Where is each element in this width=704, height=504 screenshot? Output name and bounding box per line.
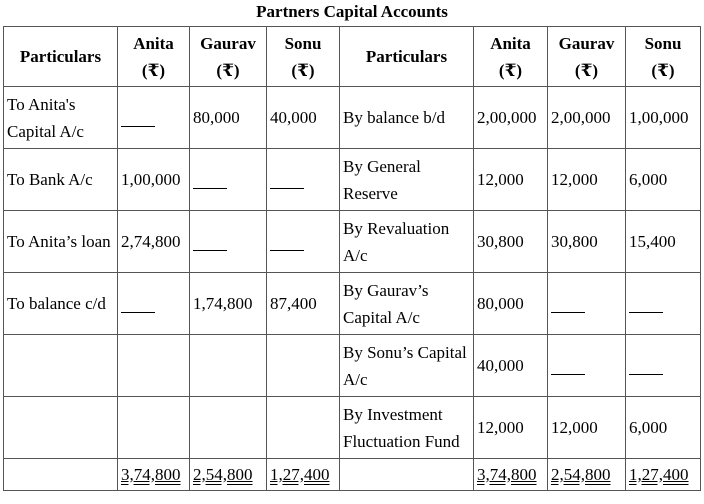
debit-sonu-amount: 87,400 xyxy=(267,273,340,335)
nil-dash xyxy=(629,360,663,375)
credit-anita-amount: 80,000 xyxy=(474,273,548,335)
header-anita-unit: (₹) xyxy=(141,60,166,80)
header-anita-credit xyxy=(474,27,548,87)
header-anita-name: Anita xyxy=(133,33,174,53)
nil-dash xyxy=(193,236,227,251)
debit-particular xyxy=(4,397,118,459)
debit-sonu-amount xyxy=(267,335,340,397)
debit-particular: To balance c/d xyxy=(4,273,118,335)
credit-sonu-total: 1,27,400 xyxy=(626,459,701,491)
credit-sonu-amount: 1,00,000 xyxy=(626,87,701,149)
nil-dash xyxy=(270,174,304,189)
header-gaurav-debit xyxy=(190,27,267,87)
table-row xyxy=(4,149,701,211)
credit-anita-amount: 12,000 xyxy=(474,397,548,459)
debit-gaurav-total: 2,54,800 xyxy=(190,459,267,491)
debit-sonu-nil xyxy=(267,211,340,273)
header-particulars-credit: Particulars xyxy=(340,27,474,87)
header-particulars-debit: Particulars xyxy=(4,27,118,87)
header-gaurav-name: Gaurav xyxy=(558,33,615,53)
debit-anita-nil xyxy=(118,87,190,149)
credit-sonu-nil xyxy=(626,273,701,335)
debit-sonu-total: 1,27,400 xyxy=(267,459,340,491)
debit-gaurav-nil xyxy=(190,211,267,273)
credit-gaurav-nil xyxy=(548,273,626,335)
table-row xyxy=(4,87,701,149)
header-sonu-unit: (₹) xyxy=(291,60,315,80)
debit-anita-nil xyxy=(118,273,190,335)
header-sonu-name: Sonu xyxy=(644,33,682,53)
debit-anita-amount xyxy=(118,335,190,397)
credit-anita-amount: 2,00,000 xyxy=(474,87,548,149)
header-sonu-debit xyxy=(267,27,340,87)
debit-gaurav-amount: 1,74,800 xyxy=(190,273,267,335)
credit-gaurav-amount: 12,000 xyxy=(548,397,626,459)
credit-particular: By General Reserve xyxy=(340,149,474,211)
ledger-body xyxy=(4,87,701,491)
credit-gaurav-amount: 30,800 xyxy=(548,211,626,273)
nil-dash xyxy=(121,112,155,127)
table-row xyxy=(4,273,701,335)
debit-gaurav-amount xyxy=(190,335,267,397)
debit-gaurav-amount: 80,000 xyxy=(190,87,267,149)
header-anita-debit xyxy=(118,27,190,87)
credit-particular: By Investment Fluctuation Fund xyxy=(340,397,474,459)
credit-particular: By Sonu’s Capital A/c xyxy=(340,335,474,397)
header-row xyxy=(4,27,701,87)
totals-row xyxy=(4,459,701,491)
nil-dash xyxy=(551,360,585,375)
credit-particular: By balance b/d xyxy=(340,87,474,149)
header-sonu-credit xyxy=(626,27,701,87)
header-sonu-unit: (₹) xyxy=(651,60,675,80)
debit-sonu-amount xyxy=(267,397,340,459)
capital-accounts-table xyxy=(3,26,701,491)
credit-sonu-amount: 6,000 xyxy=(626,149,701,211)
debit-particular: To Anita’s loan xyxy=(4,211,118,273)
debit-sonu-amount: 40,000 xyxy=(267,87,340,149)
credit-anita-amount: 12,000 xyxy=(474,149,548,211)
credit-particular: By Revaluation A/c xyxy=(340,211,474,273)
nil-dash xyxy=(270,236,304,251)
credit-sonu-nil xyxy=(626,335,701,397)
header-anita-unit: (₹) xyxy=(498,60,523,80)
debit-anita-amount: 1,00,000 xyxy=(118,149,190,211)
table-row xyxy=(4,335,701,397)
credit-particular: By Gaurav’s Capital A/c xyxy=(340,273,474,335)
header-gaurav-name: Gaurav xyxy=(200,33,256,53)
header-sonu-name: Sonu xyxy=(284,33,322,53)
debit-anita-amount: 2,74,800 xyxy=(118,211,190,273)
debit-sonu-nil xyxy=(267,149,340,211)
credit-totals-label xyxy=(340,459,474,491)
page-title: Partners Capital Accounts xyxy=(256,2,448,21)
header-anita-name: Anita xyxy=(490,33,531,53)
debit-anita-total: 3,74,800 xyxy=(118,459,190,491)
nil-dash xyxy=(193,174,227,189)
credit-gaurav-amount: 2,00,000 xyxy=(548,87,626,149)
credit-gaurav-total: 2,54,800 xyxy=(548,459,626,491)
debit-particular xyxy=(4,335,118,397)
credit-sonu-amount: 15,400 xyxy=(626,211,701,273)
credit-anita-total: 3,74,800 xyxy=(474,459,548,491)
nil-dash xyxy=(121,298,155,313)
debit-particular: To Bank A/c xyxy=(4,149,118,211)
header-gaurav-unit: (₹) xyxy=(574,60,599,80)
credit-gaurav-nil xyxy=(548,335,626,397)
table-row xyxy=(4,397,701,459)
debit-gaurav-nil xyxy=(190,149,267,211)
nil-dash xyxy=(551,298,585,313)
table-row xyxy=(4,211,701,273)
header-gaurav-credit xyxy=(548,27,626,87)
debit-gaurav-amount xyxy=(190,397,267,459)
credit-anita-amount: 40,000 xyxy=(474,335,548,397)
header-gaurav-unit: (₹) xyxy=(216,60,240,80)
credit-sonu-amount: 6,000 xyxy=(626,397,701,459)
debit-particular: To Anita's Capital A/c xyxy=(4,87,118,149)
credit-anita-amount: 30,800 xyxy=(474,211,548,273)
debit-anita-amount xyxy=(118,397,190,459)
debit-totals-label xyxy=(4,459,118,491)
credit-gaurav-amount: 12,000 xyxy=(548,149,626,211)
nil-dash xyxy=(629,298,663,313)
